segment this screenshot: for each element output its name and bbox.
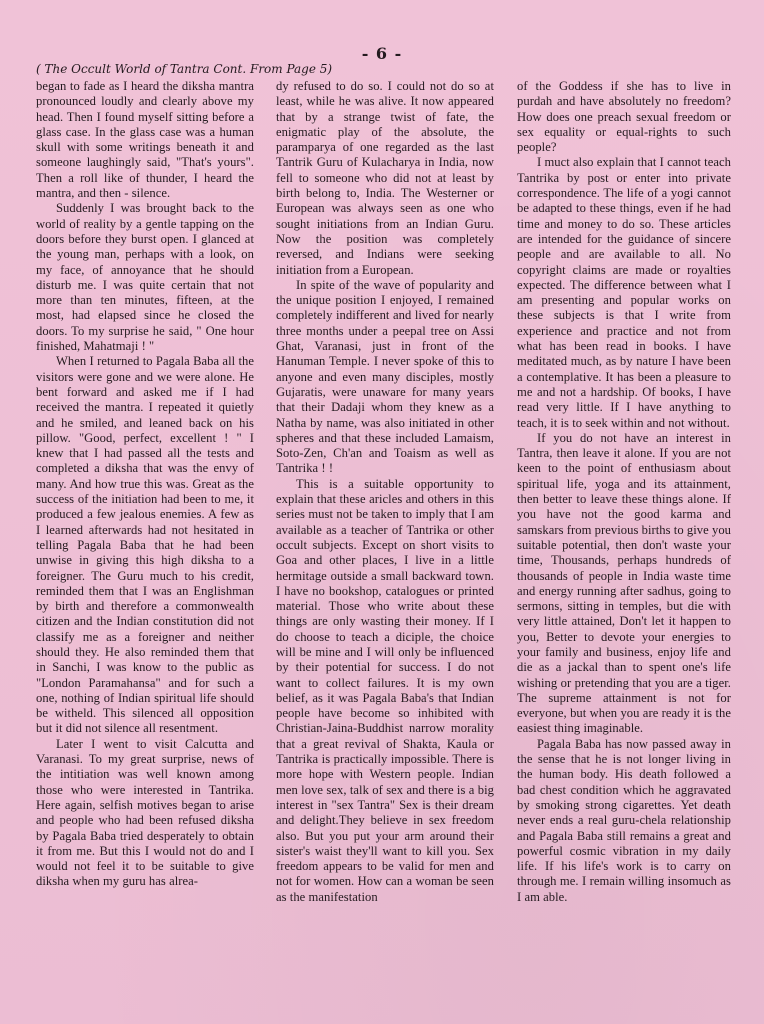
paragraph: began to fade as I heard the diksha mantra pronounced loudly and clearly above my head. Then I found myself sitting before a glass case. In the glass case was a human skull with some writings beneath it and someone laughingly said, "That's yours". Then a roll like of thunder, I heard the mantra, and then - silence.	[36, 79, 254, 201]
paragraph: In spite of the wave of popularity and the unique position I enjoyed, I remained completely indifferent and lived for nearly three months under a peepal tree on Assi Ghat, Varanasi, just in front of the Hanuman Temple. I never spoke of this to anyone and even many disciples, mostly Gujaratis, were unaware for many years that their Dadaji whom they knew as a Natha by name, was also initiated in other spheres and that these included Lamaism, Soto-Zen, Ch'an and Toaism as well as Tantrika ! !	[276, 277, 494, 476]
paragraph: Suddenly I was brought back to the world of reality by a gentle tapping on the doors before they burst open. I glanced at the young man, perhaps with a look, on my face, of annoyance that he should disturb me. I was quite certain that not more than ten minutes, fifteen, at the most, had elapsed since he closed the doors. To my surprise he said, " One hour finished, Mahatmaji ! "	[36, 201, 254, 354]
continuation-note: ( The Occult World of Tantra Cont. From Page 5)	[36, 62, 333, 76]
paragraph: When I returned to Pagala Baba all the visitors were gone and we were alone. He bent forward and asked me if I had received the mantra. I repeated it quietly and he smiled, and leaned back on his pillow. "Good, perfect, excellent ! " I knew that I had passed all the tests and completed a diksha that was the envy of many. And how true this was. Great as the success of the initiation had been to me, it produced a few jealous enemies. A few as I learned afterwards had not hesitated in telling Pagala Baba that he had been unwise in giving this high diksha to a foreigner. The Guru much to his credit, reminded them that I was an Englishman by birth and therefore a commonwealth citizen and the Indian constitution did not classify me as a foreigner and neither should they. He also reminded them that in Sanchi, I was know to the public as "London Paramahansa" and for such a one, nothing of Indian spiritual life should be witheld. This silenced all opposition but it did not silence all resentment.	[36, 354, 254, 736]
paragraph: I muct also explain that I cannot teach Tantrika by post or enter into private correspondence. The life of a yogi cannot be adapted to these things, even if he had time and money to do so. These articles are intended for the guidance of sincere people and are available to all. No copyright claims are made or royalties expected. The difference between what I am presenting and popular works on these subjects is that I write from experience and practice and not from what has been read in books. I have meditated much, as by nature I have been a contemplative. It has been a pleasure to me and not a hardship. Of books, I have read very little. If I have anything to teach, it is to seek within and not without.	[517, 155, 731, 430]
paragraph: dy refused to do so. I could not do so at least, while he was alive. It now appeared that by a strange twist of fate, the enigmatic play of the absolute, the paramparya of one regarded as the last Tantrik Guru of Kulacharya in India, now fell to someone who did not at least by birth belong to, India. The Westerner or European was always seen as one who sought initiations from an Indian Guru. Now the position was completely reversed, and Indians were seeking initiation from a European.	[276, 79, 494, 277]
paragraph: Later I went to visit Calcutta and Varanasi. To my great surprise, news of the intitiation was well known among those who were interested in Tantrika. Here again, selfish motives began to arise and people who had been refused diksha by Pagala Baba tried desperately to obtain it from me. But this I would not do and I would not feel it to be suitable to give diksha when my guru has alrea-	[36, 736, 254, 889]
paragraph: Pagala Baba has now passed away in the sense that he is not longer living in the human body. His death followed a bad chest condition which he aggravated by smoking strong cigarettes. Yet death never ends a real guru-chela relationship and Pagala Baba still remains a great and powerful cosmic vibration in my daily life. If his life's work is to carry on through me. I remain willing insomuch as I am able.	[517, 736, 731, 904]
page-number: - 6 -	[361, 44, 403, 63]
paragraph: If you do not have an interest in Tantra, then leave it alone. If you are not keen to the point of enthusiasm about spiritual life, yoga and its attainment, then better to leave these things alone. If you have not the good karma and samskars from previous births to give you suitable potential, then don't waste your time, Thousands, perhaps hundreds of thousands of people in India waste time and energy running after sadhus, going to sermons, sitting in temples, but die with very little attained, Don't let it happen to you, Better to devote your energies to your family and business, enjoy life and die as a jackal than to spent one's life wishing or pretending that you are a tiger. The supreme attainment is not for everyone, but when you are ready it is the easiest thing imaginable.	[517, 430, 732, 736]
article-column-1	[36, 79, 254, 890]
article-column-2	[276, 79, 494, 905]
article-column-3	[517, 79, 731, 905]
paragraph: This is a suitable opportunity to explain that these aricles and others in this series must not be taken to imply that I am available as a teacher of Tantrika or other occult subjects. Except on short visits to Goa and other places, I live in a little hermitage outside a small backward town. I have no bookshop, catalogues or printed material. Those who write about these things are only wasting their money. If I do choose to teach a diciple, the choice will be mine and I will only be influenced by their potential for success. I do not want to collect failures. It is my own belief, as it was Pagala Baba's that Indian people have become so inhibited with Christian-Jaina-Buddhist narrow morality that a great revival of Shakta, Kaula or Tantrika is practically impossible. There is more hope with Western people. Indian men love sex, talk of sex and there is a big interest in "sex Tantra" Sex is their dream and delight.They believe in sex freedom also. But you put your arm around their sister's waist they'll want to kill you. Sex freedom appears to be valid for men and not for women. How can a woman be seen as the manifestation	[276, 476, 494, 904]
paragraph: of the Goddess if she has to live in purdah and have absolutely no freedom? How does one preach sexual freedom or sex equality or equal-rights to such people?	[517, 79, 731, 155]
